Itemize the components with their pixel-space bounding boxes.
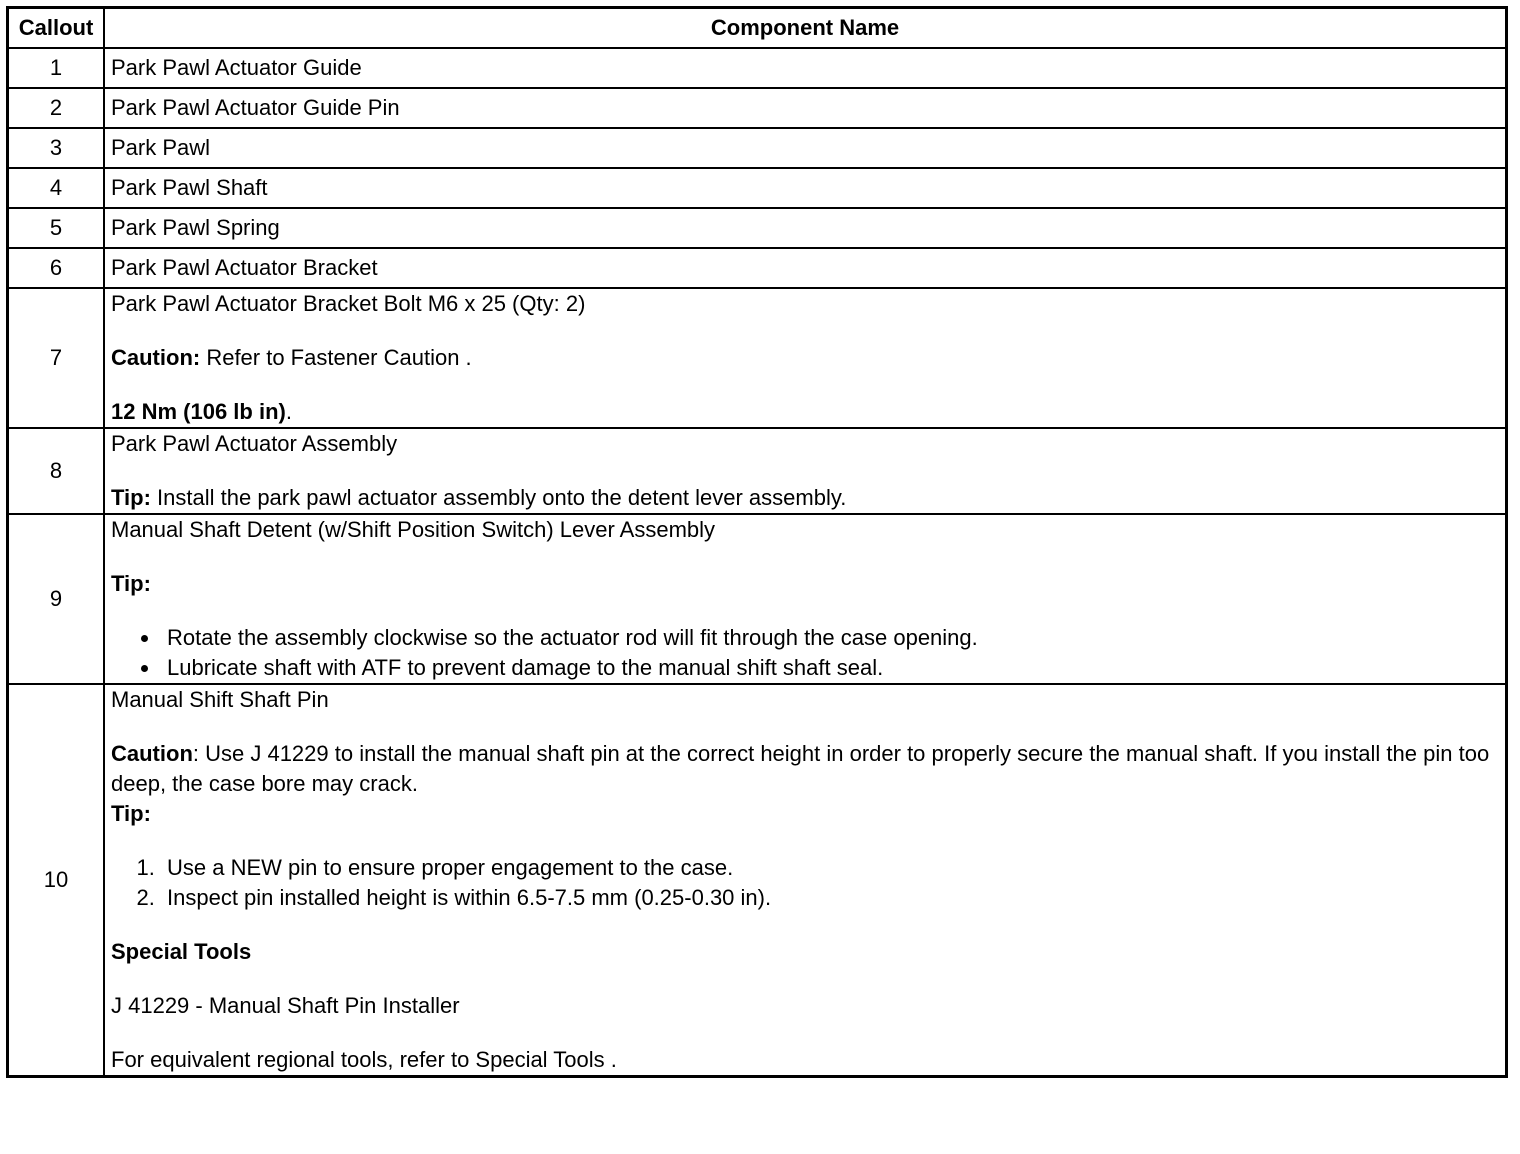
table-row xyxy=(8,128,1507,168)
table-row xyxy=(8,288,1507,428)
torque-value: 12 Nm (106 lb in) xyxy=(111,399,286,424)
caution-text: : Use J 41229 to install the manual shaft pin at the correct height in order to properly secure the manual shaft. If you install the pin too deep, the case bore may crack. xyxy=(111,741,1490,796)
component-name: Manual Shaft Detent (w/Shift Position Switch) Lever Assembly xyxy=(111,517,716,542)
callout-number: 8 xyxy=(8,428,105,514)
component-name: Manual Shift Shaft Pin xyxy=(111,687,329,712)
component-name: Park Pawl Actuator Bracket Bolt M6 x 25 (Qty: 2) xyxy=(111,291,586,316)
list-item: • Lubricate shaft with ATF to prevent damage to the manual shift shaft seal. xyxy=(161,653,1499,683)
table-row xyxy=(8,684,1507,1077)
caution-label: Caution xyxy=(111,741,193,766)
callout-number: 3 xyxy=(8,128,105,168)
component-name: Park Pawl Actuator Bracket xyxy=(104,248,1507,288)
tip-label: Tip: xyxy=(111,571,151,596)
tip-step-list xyxy=(111,853,1499,913)
table-row xyxy=(8,48,1507,88)
component-name: Park Pawl Actuator Guide Pin xyxy=(104,88,1507,128)
callout-column-header: Callout xyxy=(8,8,105,49)
table-row xyxy=(8,248,1507,288)
special-tools-heading xyxy=(111,937,1499,967)
component-details xyxy=(104,514,1507,684)
list-item: 1. Use a NEW pin to ensure proper engagement to the case. xyxy=(161,853,1499,883)
torque-suffix: . xyxy=(285,399,292,424)
regional-tools-note: For equivalent regional tools, refer to Special Tools . xyxy=(111,1047,617,1072)
tip-label: Tip: xyxy=(111,485,151,510)
callout-number: 6 xyxy=(8,248,105,288)
component-details xyxy=(104,684,1507,1077)
component-name: Park Pawl Spring xyxy=(104,208,1507,248)
caution-note xyxy=(111,739,1499,799)
torque-spec xyxy=(111,397,1499,427)
tip-note xyxy=(111,799,1499,829)
caution-label: Caution: xyxy=(111,345,201,370)
tip-text: Install the park pawl actuator assembly onto the detent lever assembly. xyxy=(150,485,847,510)
caution-text: Refer to Fastener Caution . xyxy=(200,345,472,370)
list-item: • Rotate the assembly clockwise so the actuator rod will fit through the case opening. xyxy=(161,623,1499,653)
callout-table xyxy=(6,6,1508,1078)
component-name: Park Pawl xyxy=(104,128,1507,168)
component-name: Park Pawl Actuator Guide xyxy=(104,48,1507,88)
table-header-row xyxy=(8,8,1507,49)
table-row xyxy=(8,208,1507,248)
component-name: Park Pawl Shaft xyxy=(104,168,1507,208)
table-row xyxy=(8,514,1507,684)
tip-label: Tip: xyxy=(111,801,151,826)
special-tool-entry: J 41229 - Manual Shaft Pin Installer xyxy=(111,993,460,1018)
tip-bullet-list xyxy=(111,623,1499,683)
list-item: 2. Inspect pin installed height is within 6.5-7.5 mm (0.25-0.30 in). xyxy=(161,883,1499,913)
component-details xyxy=(104,288,1507,428)
table-row xyxy=(8,428,1507,514)
component-details xyxy=(104,428,1507,514)
callout-number: 2 xyxy=(8,88,105,128)
special-tools-heading-text: Special Tools xyxy=(111,939,252,964)
callout-number: 5 xyxy=(8,208,105,248)
tip-note xyxy=(111,483,1499,513)
callout-number: 4 xyxy=(8,168,105,208)
callout-number: 1 xyxy=(8,48,105,88)
component-name: Park Pawl Actuator Assembly xyxy=(111,431,398,456)
callout-number: 7 xyxy=(8,288,105,428)
callout-number: 10 xyxy=(8,684,105,1077)
tip-note xyxy=(111,569,1499,599)
table-row xyxy=(8,168,1507,208)
table-row xyxy=(8,88,1507,128)
caution-note xyxy=(111,343,1499,373)
component-column-header: Component Name xyxy=(104,8,1507,49)
callout-number: 9 xyxy=(8,514,105,684)
